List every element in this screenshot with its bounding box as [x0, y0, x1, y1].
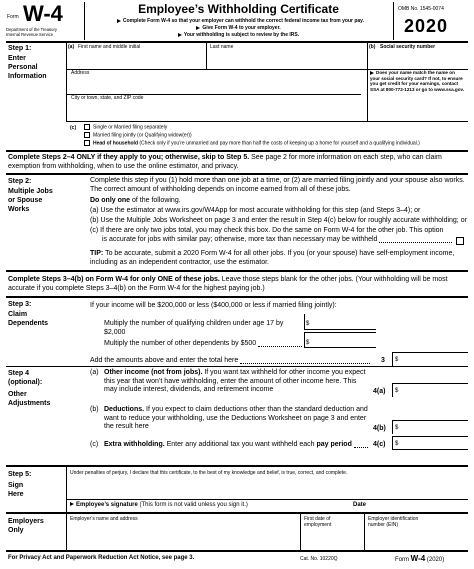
line-3-number: 3 — [381, 357, 385, 364]
step4-label: Step 4 — [8, 370, 30, 377]
children-amount-input[interactable] — [304, 314, 376, 330]
form-title: Employee’s Withholding Certificate — [138, 2, 339, 16]
step4-c-text: Extra withholding. Enter any additional tax you want withheld each pay period — [104, 441, 370, 450]
children-dollar: $ — [306, 321, 310, 327]
first-date-label-1: First date of — [304, 516, 331, 522]
omb-number: OMB No. 1545-0074 — [398, 6, 444, 12]
arrow-icon — [70, 502, 74, 506]
dept-line-1: Department of the Treasury — [6, 27, 57, 32]
checkbox[interactable] — [84, 132, 90, 138]
line-3-dollar: $ — [395, 357, 399, 363]
step2-intro: Complete this step if you (1) hold more than one job at a time, or (2) are married filing jointly and your spouse also works. The correct amount of withholding depends on income earned from all of these jobs. — [90, 177, 465, 193]
step2-title-2: or Spouse — [8, 197, 43, 204]
step1-c-tag: (c) — [70, 125, 77, 131]
step2-label: Step 2: — [8, 178, 32, 185]
status-single[interactable]: Single or Married filing separately — [84, 124, 167, 130]
checkbox[interactable] — [84, 124, 90, 130]
date-label: Date — [353, 502, 367, 508]
subtitle-1: Complete Form W-4 so that your employer can withhold the correct federal income tax from your pay. — [88, 18, 393, 24]
others-amount-input[interactable] — [304, 332, 376, 348]
step5-title-2: Here — [8, 491, 24, 498]
form-number: W-4 — [23, 1, 63, 26]
dept-line-2: Internal Revenue Service — [6, 32, 54, 37]
step5-label: Step 5: — [8, 471, 32, 478]
step3-title-2: Dependents — [8, 320, 49, 327]
arrow-icon — [178, 33, 182, 37]
step2-tip: TIP: To be accurate, submit a 2020 Form W-4 for all other jobs. If you (or your spouse) have self-employment income, including as an independent contractor, use the estimator. — [90, 250, 455, 266]
ein-label-1: Employer identification — [368, 516, 419, 522]
step4-b-text: Deductions. If you expect to claim deductions other than the standard deduction and want to reduce your withholding, use the Deductions Worksheet on page 3 and enter the result here — [104, 406, 368, 430]
perjury-statement: Under penalties of perjury, I declare that this certificate, to the best of my knowledge and belief, is true, correct, and complete. — [70, 470, 348, 476]
step1-a-tag: (a) — [68, 44, 75, 50]
employers-label-1: Employers — [8, 518, 44, 525]
status-head-of-household[interactable]: Head of household (Check only if you’re unmarried and pay more than half the costs of keeping up a home for yourself and a qualifying individual.) — [84, 140, 466, 146]
city-label: City or town, state, and ZIP code — [71, 95, 144, 101]
line-4a-number: 4(a) — [373, 388, 386, 395]
signature-input[interactable] — [70, 484, 390, 498]
ssn-note: Does your name match the name on your social security card? If not, to ensure you get credit for your earnings, contact SSA at 800-772-1213 or go to www.ssa.gov. — [370, 70, 465, 92]
first-date-label-2: employment — [304, 522, 332, 528]
step1-label: Step 1: — [8, 45, 32, 52]
two-jobs-checkbox[interactable] — [456, 237, 464, 245]
address-input[interactable] — [70, 77, 364, 93]
step2-option-b: (b) Use the Multiple Jobs Worksheet on page 3 and enter the result in Step 4(c) below for roughly accurate withholding; or — [90, 217, 467, 224]
catalog-number: Cat. No. 10220Q — [300, 556, 338, 562]
step2-title-3: Works — [8, 206, 30, 213]
arrow-icon — [370, 71, 374, 75]
employer-name-input[interactable] — [70, 523, 296, 547]
step4-title-2: Adjustments — [8, 400, 51, 407]
footer-form-name: Form W-4 (2020) — [395, 554, 445, 563]
step1-title-1: Enter — [8, 55, 26, 62]
line-4a-dollar: $ — [395, 388, 399, 394]
arrow-icon — [117, 19, 121, 23]
line-4b-amount-input[interactable] — [392, 420, 468, 434]
ssn-label: Social security number — [380, 44, 436, 50]
employers-label-2: Only — [8, 527, 24, 534]
tax-year: 2020 — [404, 16, 449, 36]
line-3-amount-input[interactable] — [392, 352, 468, 366]
arrow-icon — [196, 26, 200, 30]
first-name-label: First name and middle initial — [78, 44, 141, 50]
step1-b-tag: (b) — [369, 44, 376, 50]
do-only-one: Do only one of the following. — [90, 197, 181, 204]
step3-children-line: Multiply the number of qualifying children under age 17 by $2,000 — [104, 320, 284, 336]
step2-option-a: (a) Use the estimator at www.irs.gov/W4App for most accurate withholding for this step (and Steps 3–4); or — [90, 207, 421, 214]
intro-steps-3-4: Complete Steps 3–4(b) on Form W-4 for only ONE of these jobs. Leave those steps blank for the other jobs. (Your withholding will be most accurate if you complete Steps 3–4(b) on the Form W-4 for the highest paying job.) — [8, 276, 448, 292]
line-4a-amount-input[interactable] — [392, 383, 468, 397]
subtitle-3: Your withholding is subject to review by the IRS. — [84, 32, 393, 38]
step4-title-1: Other — [8, 391, 27, 398]
first-name-input[interactable] — [78, 50, 203, 68]
form-label: Form — [7, 14, 19, 20]
status-married[interactable]: Married filing jointly (or Qualifying widow(er)) — [84, 132, 192, 138]
address-label: Address — [71, 70, 90, 76]
step4-c-tag: (c) — [90, 441, 99, 448]
step2-option-c-line2: is accurate for jobs with similar pay; otherwise, more tax than necessary may be withheld — [102, 236, 454, 245]
line-4c-amount-input[interactable] — [392, 436, 468, 450]
step4-a-tag: (a) — [90, 369, 99, 376]
line-4c-dollar: $ — [395, 441, 399, 447]
employer-name-label: Employer’s name and address — [70, 516, 138, 522]
ssn-input[interactable] — [369, 50, 466, 68]
checkbox[interactable] — [84, 140, 90, 146]
step4-optional: (optional): — [8, 379, 43, 386]
subtitle-2: Give Form W-4 to your employer. — [84, 25, 393, 31]
line-4b-number: 4(b) — [373, 425, 386, 432]
step2-title-1: Multiple Jobs — [8, 188, 53, 195]
step3-label: Step 3: — [8, 301, 32, 308]
step1-title-2: Personal — [8, 64, 38, 71]
ein-input[interactable] — [368, 529, 466, 547]
last-name-label: Last name — [210, 44, 234, 50]
line-4c-number: 4(c) — [373, 441, 386, 448]
step3-add-line: Add the amounts above and enter the total here — [90, 357, 372, 366]
signature-caption: Employee’s signature (This form is not valid unless you sign it.) — [70, 502, 248, 509]
intro-steps-2-4: Complete Steps 2–4 ONLY if they apply to you; otherwise, skip to Step 5. See page 2 for more information on each step, who can claim exemption from withholding, when to use the online estimator, and privacy. — [8, 154, 442, 170]
others-dollar: $ — [306, 340, 310, 346]
last-name-input[interactable] — [210, 50, 365, 68]
step2-option-c: (c) If there are only two jobs total, you may check this box. Do the same on Form W-4 for the other job. This option — [90, 227, 444, 234]
city-state-zip-input[interactable] — [70, 102, 364, 118]
step4-b-tag: (b) — [90, 406, 99, 413]
privacy-notice: For Privacy Act and Paperwork Reduction Act Notice, see page 3. — [8, 555, 195, 561]
step3-others-line: Multiply the number of other dependents by $500 — [104, 340, 304, 349]
line-4b-dollar: $ — [395, 425, 399, 431]
ein-label-2: number (EIN) — [368, 522, 399, 528]
step4-a-text: Other income (not from jobs). If you want tax withheld for other income you expect this year that won’t have withholding, enter the amount of other income here. This may include interest, dividends, and retirement income — [104, 369, 366, 393]
first-date-input[interactable] — [304, 529, 360, 547]
step3-title-1: Claim — [8, 311, 28, 318]
step1-title-3: Information — [8, 73, 47, 80]
step3-income-line: If your income will be $200,000 or less ($400,000 or less if married filing jointly): — [90, 302, 337, 309]
step5-title-1: Sign — [8, 482, 24, 489]
